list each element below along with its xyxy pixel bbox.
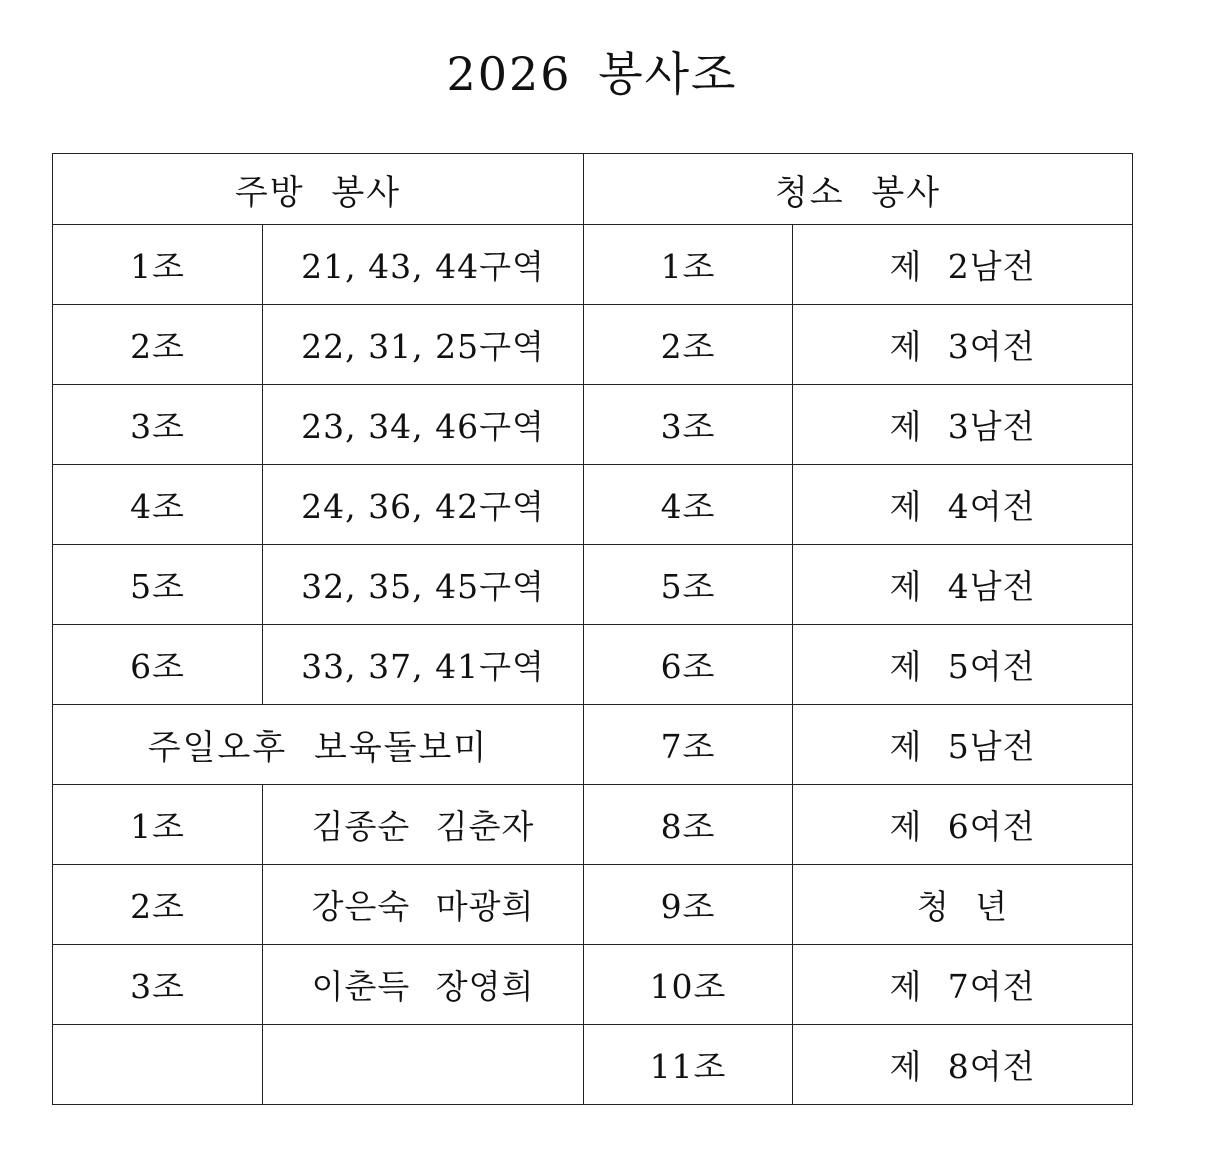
page-title: 2026 봉사조	[446, 47, 738, 101]
kitchen-group: 2조	[53, 305, 263, 385]
table-row	[53, 1025, 1133, 1105]
kitchen-areas: 24, 36, 42구역	[263, 465, 584, 545]
nursery-service-header: 주일오후 보육돌보미	[53, 705, 584, 785]
cleaning-assignment: 제 7여전	[793, 945, 1133, 1025]
cleaning-assignment: 제 5여전	[793, 625, 1133, 705]
cleaning-group: 1조	[584, 225, 793, 305]
kitchen-group: 3조	[53, 385, 263, 465]
cleaning-group: 11조	[584, 1025, 793, 1105]
nursery-names: 강은숙 마광희	[263, 865, 584, 945]
kitchen-areas: 33, 37, 41구역	[263, 625, 584, 705]
cleaning-group: 6조	[584, 625, 793, 705]
cleaning-assignment: 제 4여전	[793, 465, 1133, 545]
kitchen-group: 5조	[53, 545, 263, 625]
table-row	[53, 945, 1133, 1025]
cleaning-group: 3조	[584, 385, 793, 465]
kitchen-group: 1조	[53, 225, 263, 305]
nursery-group: 1조	[53, 785, 263, 865]
cleaning-assignment: 제 2남전	[793, 225, 1133, 305]
table-header-row	[53, 154, 1133, 225]
cleaning-assignment: 제 4남전	[793, 545, 1133, 625]
cleaning-assignment: 제 8여전	[793, 1025, 1133, 1105]
nursery-group: 3조	[53, 945, 263, 1025]
table-row	[53, 225, 1133, 305]
cleaning-group: 9조	[584, 865, 793, 945]
nursery-names: 이춘득 장영희	[263, 945, 584, 1025]
kitchen-areas: 23, 34, 46구역	[263, 385, 584, 465]
nursery-group: 2조	[53, 865, 263, 945]
kitchen-group: 4조	[53, 465, 263, 545]
cleaning-assignment: 청 년	[793, 865, 1133, 945]
service-schedule-table	[52, 153, 1133, 1105]
table-row	[53, 465, 1133, 545]
cleaning-assignment: 제 6여전	[793, 785, 1133, 865]
table-row	[53, 305, 1133, 385]
nursery-names: 김종순 김춘자	[263, 785, 584, 865]
empty-cell	[263, 1025, 584, 1105]
table-row	[53, 385, 1133, 465]
cleaning-group: 10조	[584, 945, 793, 1025]
table-row	[53, 545, 1133, 625]
table-row	[53, 625, 1133, 705]
kitchen-areas: 32, 35, 45구역	[263, 545, 584, 625]
kitchen-areas: 22, 31, 25구역	[263, 305, 584, 385]
kitchen-service-header: 주방 봉사	[53, 154, 584, 225]
cleaning-group: 7조	[584, 705, 793, 785]
kitchen-group: 6조	[53, 625, 263, 705]
cleaning-service-header: 청소 봉사	[584, 154, 1133, 225]
table-row	[53, 865, 1133, 945]
cleaning-group: 5조	[584, 545, 793, 625]
cleaning-group: 4조	[584, 465, 793, 545]
cleaning-assignment: 제 5남전	[793, 705, 1133, 785]
table-row	[53, 785, 1133, 865]
empty-cell	[53, 1025, 263, 1105]
cleaning-group: 2조	[584, 305, 793, 385]
cleaning-assignment: 제 3남전	[793, 385, 1133, 465]
table-row	[53, 705, 1133, 785]
cleaning-group: 8조	[584, 785, 793, 865]
kitchen-areas: 21, 43, 44구역	[263, 225, 584, 305]
cleaning-assignment: 제 3여전	[793, 305, 1133, 385]
